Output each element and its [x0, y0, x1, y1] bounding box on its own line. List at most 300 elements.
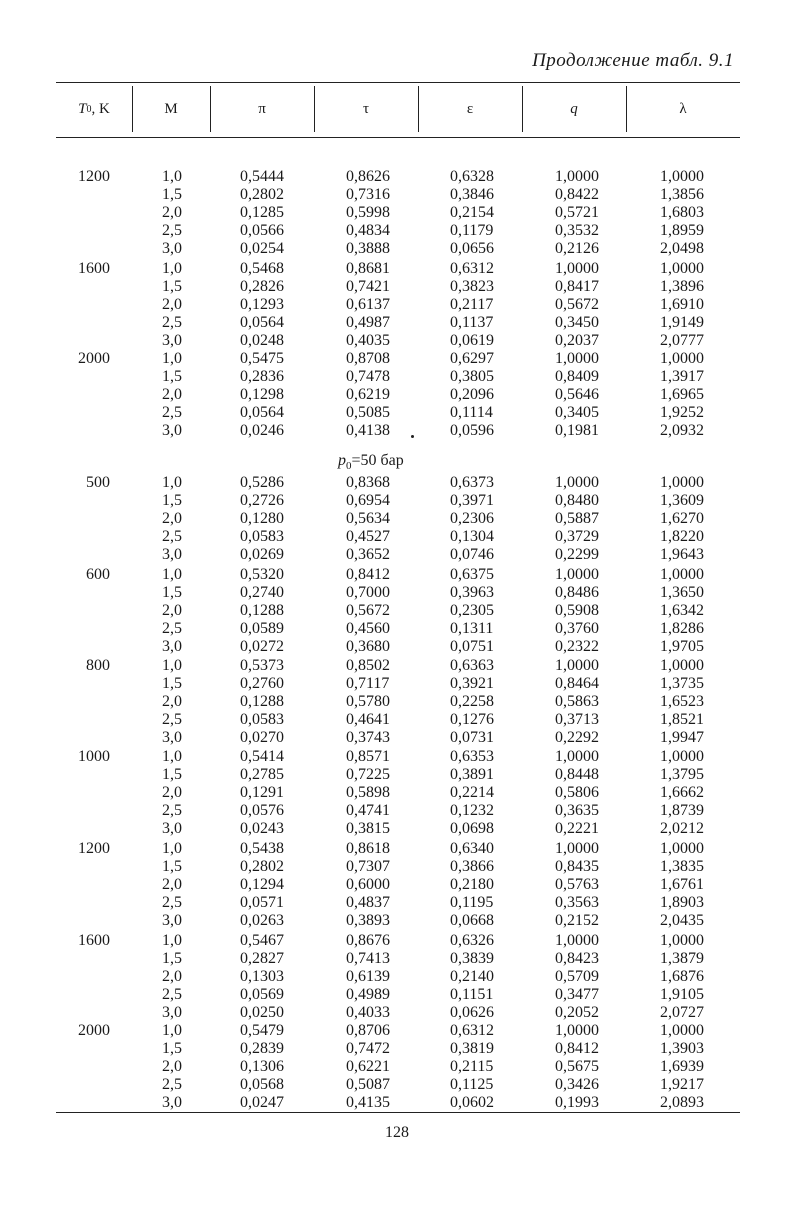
cell-pi: 0,0248 [240, 332, 284, 349]
cell-pi: 0,5286 [240, 474, 284, 491]
col-tau [346, 168, 390, 258]
cell-q: 0,3760 [555, 620, 599, 637]
cell-eps: 0,6363 [450, 657, 494, 674]
cell-q: 0,8486 [555, 584, 599, 601]
cell-tau: 0,4138 [346, 422, 390, 439]
cell-eps: 0,2214 [450, 784, 494, 801]
cell-mach: 3,0 [162, 729, 182, 746]
cell-q: 0,8417 [555, 278, 599, 295]
col-eps [450, 474, 494, 564]
cell-eps: 0,1311 [450, 620, 494, 637]
cell-t0: 1600 [78, 260, 110, 277]
cell-lambda: 1,0000 [660, 474, 704, 491]
cell-q: 0,3532 [555, 222, 599, 239]
cell-tau: 0,8618 [346, 840, 390, 857]
cell-lambda: 2,0212 [660, 820, 704, 837]
cell-lambda: 1,8521 [660, 711, 704, 728]
header-tau: τ [362, 100, 370, 117]
cell-tau: 0,5998 [346, 204, 390, 221]
cell-pi: 0,2826 [240, 278, 284, 295]
cell-tau: 0,7225 [346, 766, 390, 783]
col-lambda [660, 1022, 704, 1112]
cell-q: 0,8448 [555, 766, 599, 783]
cell-lambda: 1,0000 [660, 350, 704, 367]
cell-pi: 0,2836 [240, 368, 284, 385]
cell-lambda: 1,0000 [660, 657, 704, 674]
cell-tau: 0,4641 [346, 711, 390, 728]
cell-mach: 1,0 [162, 168, 182, 185]
cell-tau: 0,6219 [346, 386, 390, 403]
cell-pi: 0,0254 [240, 240, 284, 257]
cell-tau: 0,8708 [346, 350, 390, 367]
cell-mach: 3,0 [162, 546, 182, 563]
col-eps [450, 748, 494, 838]
col-t0 [50, 748, 110, 766]
cell-eps: 0,1137 [450, 314, 494, 331]
cell-tau: 0,8571 [346, 748, 390, 765]
cell-tau: 0,4560 [346, 620, 390, 637]
cell-pi: 0,0246 [240, 422, 284, 439]
cell-t0: 1600 [78, 932, 110, 949]
cell-tau: 0,7413 [346, 950, 390, 967]
cell-tau: 0,7421 [346, 278, 390, 295]
cell-pi: 0,5479 [240, 1022, 284, 1039]
cell-mach: 1,5 [162, 675, 182, 692]
cell-pi: 0,0250 [240, 1004, 284, 1021]
cell-q: 0,5887 [555, 510, 599, 527]
cell-lambda: 2,0893 [660, 1094, 704, 1111]
cell-mach: 1,5 [162, 950, 182, 967]
cell-eps: 0,3921 [450, 675, 494, 692]
col-pi [240, 1022, 284, 1112]
cell-eps: 0,1114 [450, 404, 493, 421]
col-pi [240, 350, 284, 440]
cell-mach: 1,5 [162, 858, 182, 875]
cell-eps: 0,6328 [450, 168, 494, 185]
cell-eps: 0,0668 [450, 912, 494, 929]
header-q-symbol: q [570, 100, 578, 117]
cell-mach: 2,5 [162, 404, 182, 421]
cell-pi: 0,1306 [240, 1058, 284, 1075]
cell-mach: 1,0 [162, 260, 182, 277]
cell-tau: 0,3652 [346, 546, 390, 563]
cell-pi: 0,2760 [240, 675, 284, 692]
cell-q: 0,5709 [555, 968, 599, 985]
cell-lambda: 1,6803 [660, 204, 704, 221]
cell-eps: 0,1195 [450, 894, 494, 911]
cell-tau: 0,3815 [346, 820, 390, 837]
cell-q: 0,1993 [555, 1094, 599, 1111]
cell-lambda: 1,6910 [660, 296, 704, 313]
cell-tau: 0,8368 [346, 474, 390, 491]
cell-q: 0,1981 [555, 422, 599, 439]
cell-eps: 0,3805 [450, 368, 494, 385]
cell-mach: 1,0 [162, 657, 182, 674]
cell-pi: 0,5444 [240, 168, 284, 185]
cell-pi: 0,5467 [240, 932, 284, 949]
cell-eps: 0,0596 [450, 422, 494, 439]
cell-mach: 3,0 [162, 638, 182, 655]
cell-tau: 0,7316 [346, 186, 390, 203]
header-t0 [56, 86, 132, 132]
header-top-rule [56, 82, 740, 83]
cell-eps: 0,6353 [450, 748, 494, 765]
cell-lambda: 1,0000 [660, 566, 704, 583]
cell-lambda: 1,3795 [660, 766, 704, 783]
cell-mach: 1,5 [162, 368, 182, 385]
cell-q: 0,5675 [555, 1058, 599, 1075]
cell-tau: 0,3888 [346, 240, 390, 257]
cell-t0: 800 [86, 657, 110, 674]
cell-q: 1,0000 [555, 748, 599, 765]
cell-mach: 2,0 [162, 510, 182, 527]
cell-q: 0,2221 [555, 820, 599, 837]
cell-lambda: 1,3609 [660, 492, 704, 509]
cell-lambda: 1,8220 [660, 528, 704, 545]
col-q [555, 748, 599, 838]
cell-q: 0,8412 [555, 1040, 599, 1057]
cell-mach: 2,5 [162, 711, 182, 728]
cell-mach: 1,0 [162, 748, 182, 765]
col-lambda [660, 260, 704, 350]
cell-mach: 3,0 [162, 240, 182, 257]
cell-tau: 0,6221 [346, 1058, 390, 1075]
cell-pi: 0,1280 [240, 510, 284, 527]
cell-eps: 0,6312 [450, 260, 494, 277]
cell-pi: 0,0589 [240, 620, 284, 637]
col-lambda [660, 566, 704, 656]
cell-tau: 0,4527 [346, 528, 390, 545]
cell-lambda: 1,0000 [660, 748, 704, 765]
cell-pi: 0,5320 [240, 566, 284, 583]
cell-pi: 0,0583 [240, 711, 284, 728]
col-tau [346, 260, 390, 350]
col-t0 [50, 474, 110, 492]
cell-lambda: 1,9705 [660, 638, 704, 655]
cell-lambda: 1,8959 [660, 222, 704, 239]
col-q [555, 932, 599, 1022]
col-eps [450, 932, 494, 1022]
cell-pi: 0,0564 [240, 314, 284, 331]
cell-pi: 0,1303 [240, 968, 284, 985]
cell-t0: 2000 [78, 350, 110, 367]
cell-pi: 0,1298 [240, 386, 284, 403]
cell-pi: 0,0270 [240, 729, 284, 746]
cell-pi: 0,2726 [240, 492, 284, 509]
cell-lambda: 1,6965 [660, 386, 704, 403]
cell-tau: 0,5087 [346, 1076, 390, 1093]
col-lambda [660, 657, 704, 747]
cell-pi: 0,1288 [240, 693, 284, 710]
cell-t0: 600 [86, 566, 110, 583]
cell-pi: 0,0247 [240, 1094, 284, 1111]
cell-mach: 2,0 [162, 1058, 182, 1075]
cell-q: 0,8423 [555, 950, 599, 967]
cell-eps: 0,2117 [450, 296, 494, 313]
cell-lambda: 1,9149 [660, 314, 704, 331]
cell-pi: 0,5468 [240, 260, 284, 277]
col-tau [346, 1022, 390, 1112]
col-tau [346, 748, 390, 838]
header-pi: π [258, 100, 266, 117]
header-t0-symbol: T [78, 100, 87, 117]
cell-t0: 1200 [78, 840, 110, 857]
col-mach [162, 168, 182, 258]
cell-lambda: 2,0435 [660, 912, 704, 929]
col-mach [162, 748, 182, 838]
cell-eps: 0,6312 [450, 1022, 494, 1039]
cell-mach: 3,0 [162, 332, 182, 349]
cell-mach: 1,0 [162, 474, 182, 491]
cell-pi: 0,2827 [240, 950, 284, 967]
cell-pi: 0,1288 [240, 602, 284, 619]
col-pi [240, 566, 284, 656]
cell-mach: 2,0 [162, 693, 182, 710]
cell-pi: 0,2740 [240, 584, 284, 601]
col-tau [346, 474, 390, 564]
cell-pi: 0,1294 [240, 876, 284, 893]
cell-eps: 0,2115 [450, 1058, 494, 1075]
cell-eps: 0,2140 [450, 968, 494, 985]
cell-eps: 0,1232 [450, 802, 494, 819]
col-eps [450, 350, 494, 440]
cell-mach: 2,0 [162, 784, 182, 801]
cell-eps: 0,2305 [450, 602, 494, 619]
cell-eps: 0,0751 [450, 638, 494, 655]
cell-q: 1,0000 [555, 657, 599, 674]
cell-mach: 2,0 [162, 386, 182, 403]
col-lambda [660, 350, 704, 440]
cell-tau: 0,5672 [346, 602, 390, 619]
header-bottom-rule [56, 137, 740, 138]
cell-q: 0,3477 [555, 986, 599, 1003]
cell-tau: 0,3743 [346, 729, 390, 746]
col-tau [346, 350, 390, 440]
table-bottom-rule [56, 1112, 740, 1113]
cell-eps: 0,1179 [450, 222, 494, 239]
cell-lambda: 1,3735 [660, 675, 704, 692]
col-mach [162, 350, 182, 440]
section-subscript: 0 [346, 460, 352, 473]
col-t0 [50, 932, 110, 950]
cell-pi: 0,0243 [240, 820, 284, 837]
cell-tau: 0,8676 [346, 932, 390, 949]
col-q [555, 260, 599, 350]
cell-tau: 0,5634 [346, 510, 390, 527]
cell-lambda: 1,9643 [660, 546, 704, 563]
cell-q: 0,8480 [555, 492, 599, 509]
cell-q: 1,0000 [555, 474, 599, 491]
cell-lambda: 1,6523 [660, 693, 704, 710]
header-lambda: λ [679, 100, 687, 117]
cell-eps: 0,3823 [450, 278, 494, 295]
cell-eps: 0,1151 [450, 986, 494, 1003]
cell-tau: 0,5780 [346, 693, 390, 710]
cell-eps: 0,6375 [450, 566, 494, 583]
cell-lambda: 1,6761 [660, 876, 704, 893]
cell-eps: 0,0626 [450, 1004, 494, 1021]
cell-mach: 3,0 [162, 820, 182, 837]
cell-lambda: 1,8286 [660, 620, 704, 637]
cell-q: 0,5763 [555, 876, 599, 893]
cell-tau: 0,8681 [346, 260, 390, 277]
cell-t0: 1200 [78, 168, 110, 185]
cell-q: 0,5672 [555, 296, 599, 313]
col-q [555, 657, 599, 747]
col-eps [450, 657, 494, 747]
cell-lambda: 1,9252 [660, 404, 704, 421]
cell-eps: 0,6326 [450, 932, 494, 949]
cell-lambda: 1,3856 [660, 186, 704, 203]
col-mach [162, 474, 182, 564]
cell-q: 0,2126 [555, 240, 599, 257]
cell-mach: 2,5 [162, 802, 182, 819]
cell-lambda: 1,8903 [660, 894, 704, 911]
cell-pi: 0,5438 [240, 840, 284, 857]
cell-tau: 0,4741 [346, 802, 390, 819]
cell-mach: 3,0 [162, 422, 182, 439]
cell-eps: 0,3846 [450, 186, 494, 203]
cell-mach: 3,0 [162, 1004, 182, 1021]
cell-q: 0,5908 [555, 602, 599, 619]
cell-q: 0,5806 [555, 784, 599, 801]
cell-eps: 0,2096 [450, 386, 494, 403]
col-eps [450, 1022, 494, 1112]
section-pressure: =50 бар [351, 452, 404, 469]
col-pi [240, 657, 284, 747]
cell-tau: 0,4987 [346, 314, 390, 331]
cell-tau: 0,4834 [346, 222, 390, 239]
cell-pi: 0,0269 [240, 546, 284, 563]
cell-mach: 2,5 [162, 986, 182, 1003]
cell-eps: 0,3891 [450, 766, 494, 783]
cell-pi: 0,0569 [240, 986, 284, 1003]
col-tau [346, 932, 390, 1022]
cell-mach: 2,0 [162, 876, 182, 893]
table-caption: Продолжение табл. 9.1 [532, 50, 734, 71]
cell-eps: 0,1276 [450, 711, 494, 728]
col-eps [450, 260, 494, 350]
cell-q: 0,3450 [555, 314, 599, 331]
cell-q: 0,3405 [555, 404, 599, 421]
cell-lambda: 1,3650 [660, 584, 704, 601]
cell-pi: 0,2839 [240, 1040, 284, 1057]
col-pi [240, 260, 284, 350]
cell-tau: 0,4033 [346, 1004, 390, 1021]
cell-tau: 0,7000 [346, 584, 390, 601]
cell-q: 0,2152 [555, 912, 599, 929]
cell-mach: 3,0 [162, 1094, 182, 1111]
header-t0-subscript: 0 [86, 103, 92, 115]
cell-pi: 0,2785 [240, 766, 284, 783]
cell-q: 1,0000 [555, 260, 599, 277]
section-subheading [338, 452, 404, 472]
cell-tau: 0,4989 [346, 986, 390, 1003]
cell-pi: 0,0583 [240, 528, 284, 545]
col-pi [240, 474, 284, 564]
cell-lambda: 2,0777 [660, 332, 704, 349]
cell-eps: 0,3819 [450, 1040, 494, 1057]
cell-eps: 0,0656 [450, 240, 494, 257]
cell-mach: 2,0 [162, 204, 182, 221]
col-tau [346, 657, 390, 747]
col-q [555, 168, 599, 258]
cell-q: 0,5863 [555, 693, 599, 710]
col-q [555, 1022, 599, 1112]
cell-eps: 0,0746 [450, 546, 494, 563]
col-pi [240, 840, 284, 930]
cell-tau: 0,3680 [346, 638, 390, 655]
header-epsilon: ε [466, 100, 474, 117]
col-tau [346, 566, 390, 656]
cell-lambda: 2,0727 [660, 1004, 704, 1021]
cell-lambda: 1,9947 [660, 729, 704, 746]
cell-lambda: 1,3835 [660, 858, 704, 875]
cell-mach: 2,0 [162, 602, 182, 619]
cell-q: 0,8435 [555, 858, 599, 875]
cell-pi: 0,5414 [240, 748, 284, 765]
cell-tau: 0,4035 [346, 332, 390, 349]
cell-pi: 0,0571 [240, 894, 284, 911]
cell-eps: 0,2180 [450, 876, 494, 893]
cell-mach: 1,5 [162, 1040, 182, 1057]
cell-pi: 0,0263 [240, 912, 284, 929]
cell-tau: 0,6137 [346, 296, 390, 313]
cell-q: 0,3713 [555, 711, 599, 728]
cell-q: 0,2299 [555, 546, 599, 563]
cell-mach: 1,5 [162, 186, 182, 203]
col-lambda [660, 932, 704, 1022]
cell-mach: 1,0 [162, 932, 182, 949]
cell-mach: 2,5 [162, 894, 182, 911]
cell-q: 1,0000 [555, 1022, 599, 1039]
col-tau [346, 840, 390, 930]
cell-mach: 2,5 [162, 222, 182, 239]
cell-mach: 1,0 [162, 840, 182, 857]
col-mach [162, 260, 182, 350]
cell-eps: 0,6297 [450, 350, 494, 367]
cell-lambda: 1,8739 [660, 802, 704, 819]
cell-tau: 0,7472 [346, 1040, 390, 1057]
cell-lambda: 1,6876 [660, 968, 704, 985]
cell-eps: 0,0731 [450, 729, 494, 746]
cell-lambda: 1,3917 [660, 368, 704, 385]
cell-tau: 0,8412 [346, 566, 390, 583]
cell-pi: 0,0272 [240, 638, 284, 655]
cell-mach: 1,0 [162, 1022, 182, 1039]
cell-lambda: 1,3903 [660, 1040, 704, 1057]
cell-mach: 1,5 [162, 492, 182, 509]
col-q [555, 566, 599, 656]
cell-tau: 0,4135 [346, 1094, 390, 1111]
cell-pi: 0,1293 [240, 296, 284, 313]
cell-lambda: 1,9105 [660, 986, 704, 1003]
cell-lambda: 1,0000 [660, 932, 704, 949]
cell-eps: 0,2306 [450, 510, 494, 527]
cell-lambda: 1,6342 [660, 602, 704, 619]
stray-mark [411, 435, 414, 438]
cell-lambda: 1,6662 [660, 784, 704, 801]
col-lambda [660, 474, 704, 564]
cell-lambda: 1,6270 [660, 510, 704, 527]
cell-q: 0,2052 [555, 1004, 599, 1021]
col-pi [240, 748, 284, 838]
cell-mach: 2,5 [162, 314, 182, 331]
cell-mach: 2,0 [162, 968, 182, 985]
cell-lambda: 1,0000 [660, 168, 704, 185]
col-q [555, 474, 599, 564]
col-t0 [50, 566, 110, 584]
